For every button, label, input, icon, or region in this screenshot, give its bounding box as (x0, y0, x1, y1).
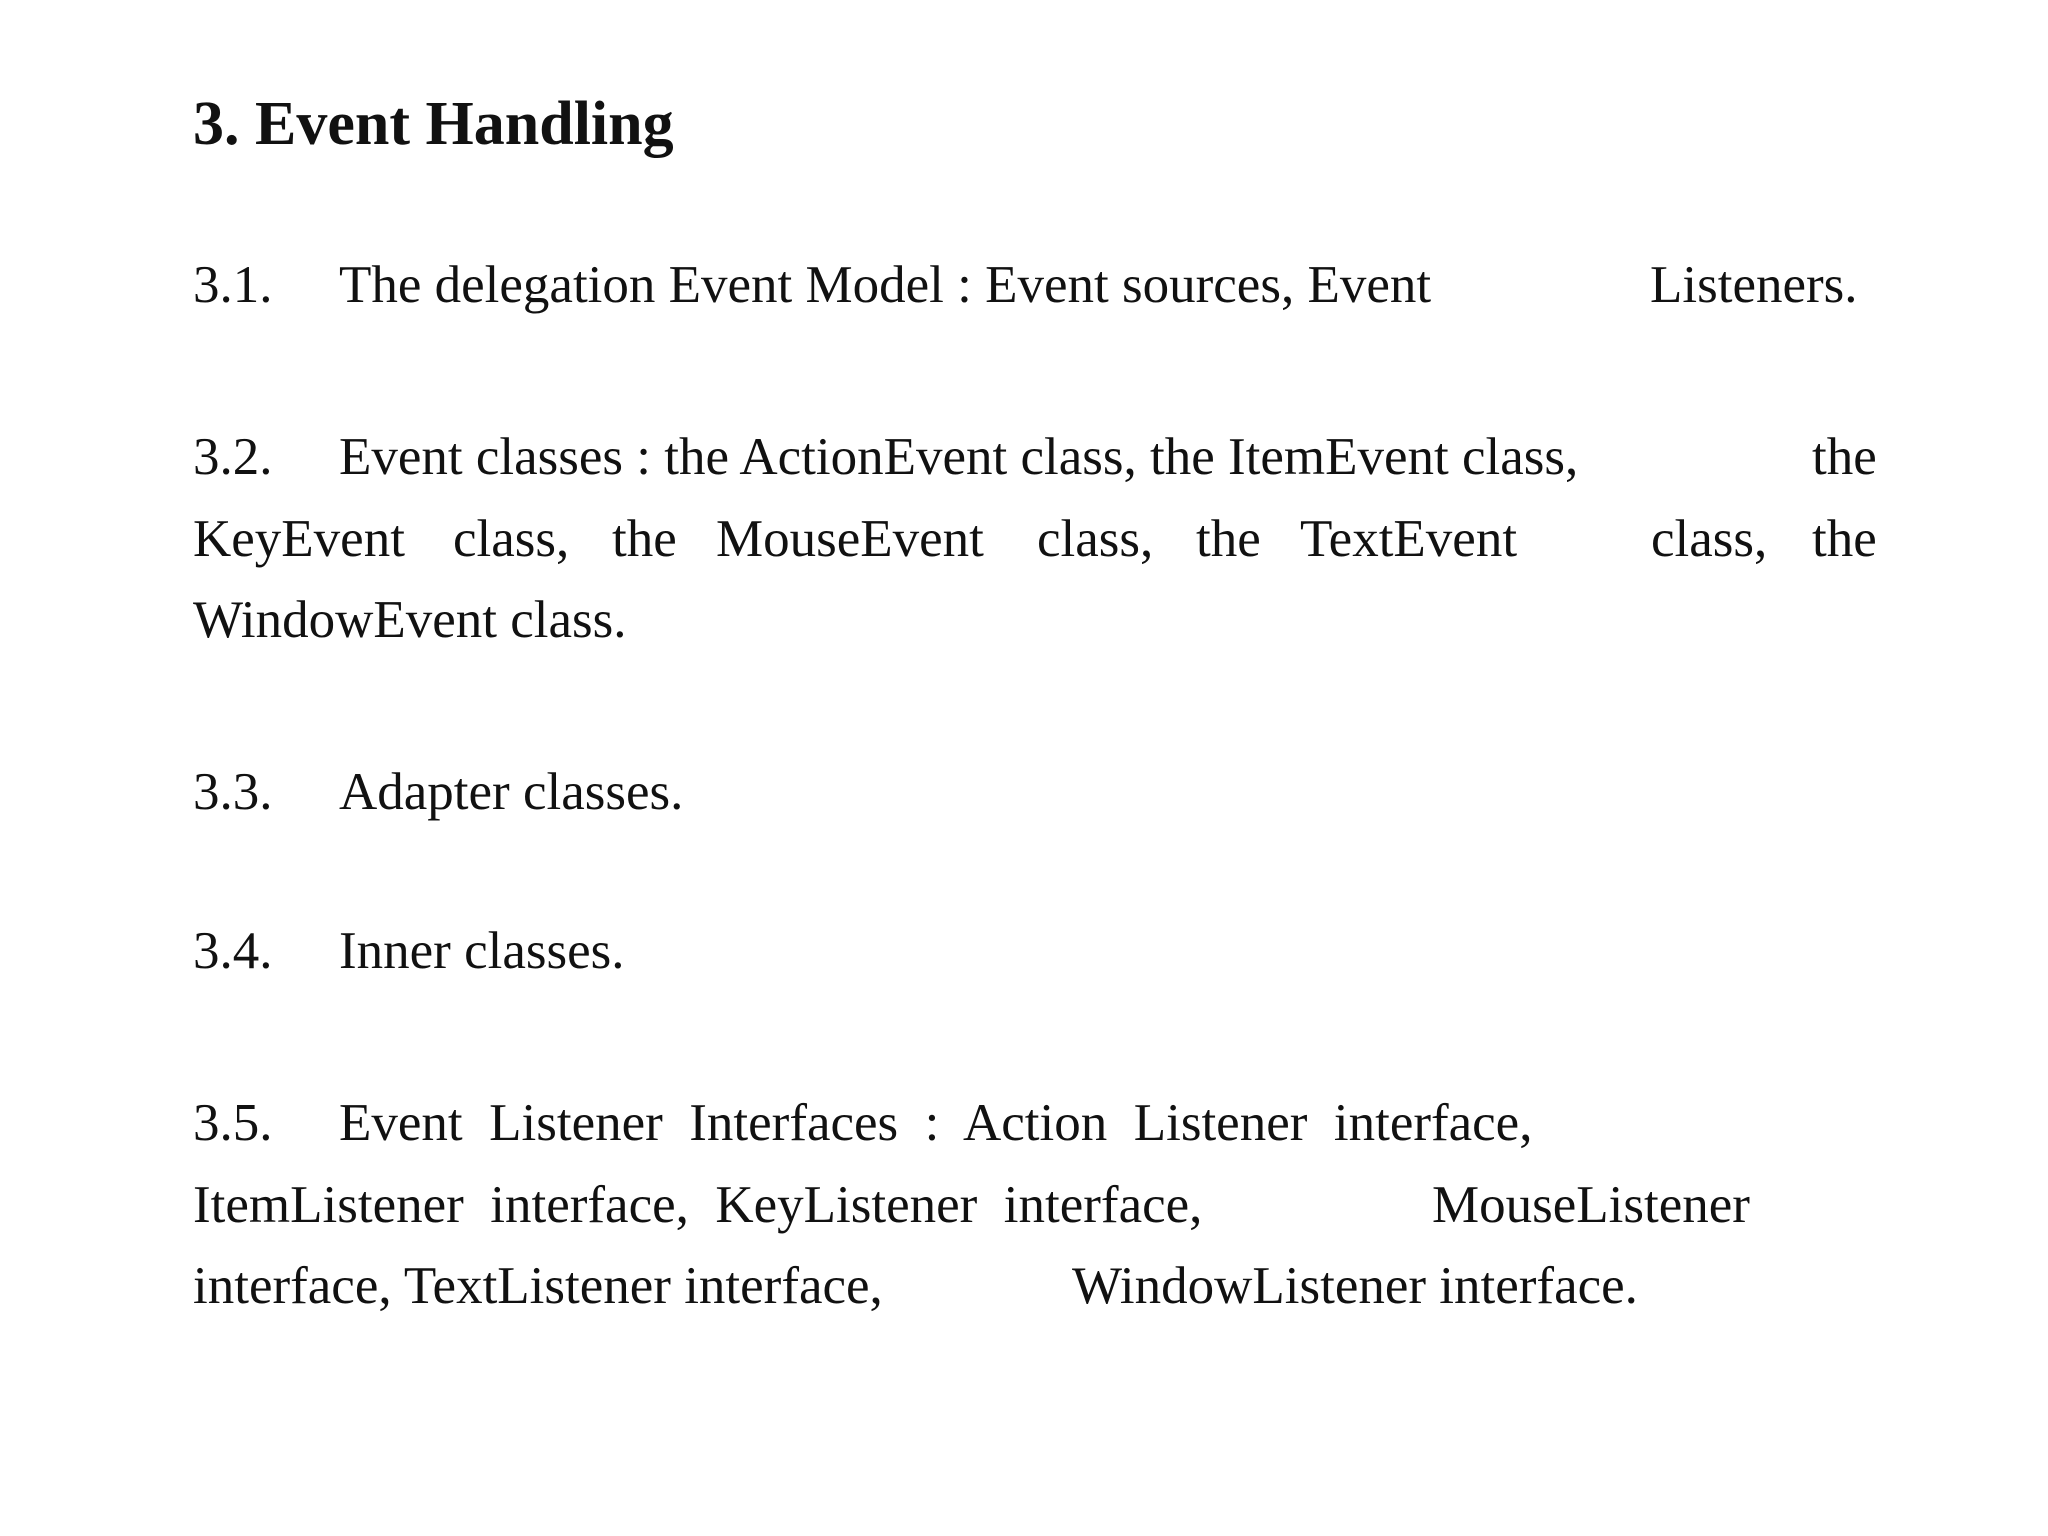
item-text: Event classes : the ActionEvent class, the ItemEvent class, (339, 428, 1579, 486)
item-text: WindowListener interface. (1072, 1257, 1638, 1315)
item-number: 3.5. (193, 1094, 273, 1152)
item-text: TextEvent (1300, 510, 1518, 568)
item-text: Adapter classes. (339, 763, 684, 821)
item-text: ItemListener interface, KeyListener interface, (193, 1176, 1203, 1234)
item-number: 3.3. (193, 763, 273, 821)
item-text: class, (453, 510, 570, 568)
item-text: Inner classes. (339, 922, 625, 980)
item-text: interface, TextListener interface, (193, 1257, 883, 1315)
item-text: the (1812, 510, 1877, 568)
item-text: MouseEvent (716, 510, 984, 568)
item-text: class, (1651, 510, 1768, 568)
item-text: Listeners. (1650, 256, 1858, 314)
item-text: WindowEvent class. (193, 591, 627, 649)
item-number: 3.4. (193, 922, 273, 980)
item-text: The delegation Event Model : Event sources, Event (339, 256, 1432, 314)
item-text: KeyEvent (193, 510, 405, 568)
item-text: class, (1037, 510, 1154, 568)
item-number: 3.1. (193, 256, 273, 314)
item-text: the (1196, 510, 1261, 568)
item-text: MouseListener (1432, 1176, 1750, 1234)
item-text: Event Listener Interfaces : Action Listener interface, (339, 1094, 1533, 1152)
item-text: the (1812, 428, 1877, 486)
section-heading: 3. Event Handling (193, 90, 674, 158)
item-number: 3.2. (193, 428, 273, 486)
item-text: the (612, 510, 677, 568)
